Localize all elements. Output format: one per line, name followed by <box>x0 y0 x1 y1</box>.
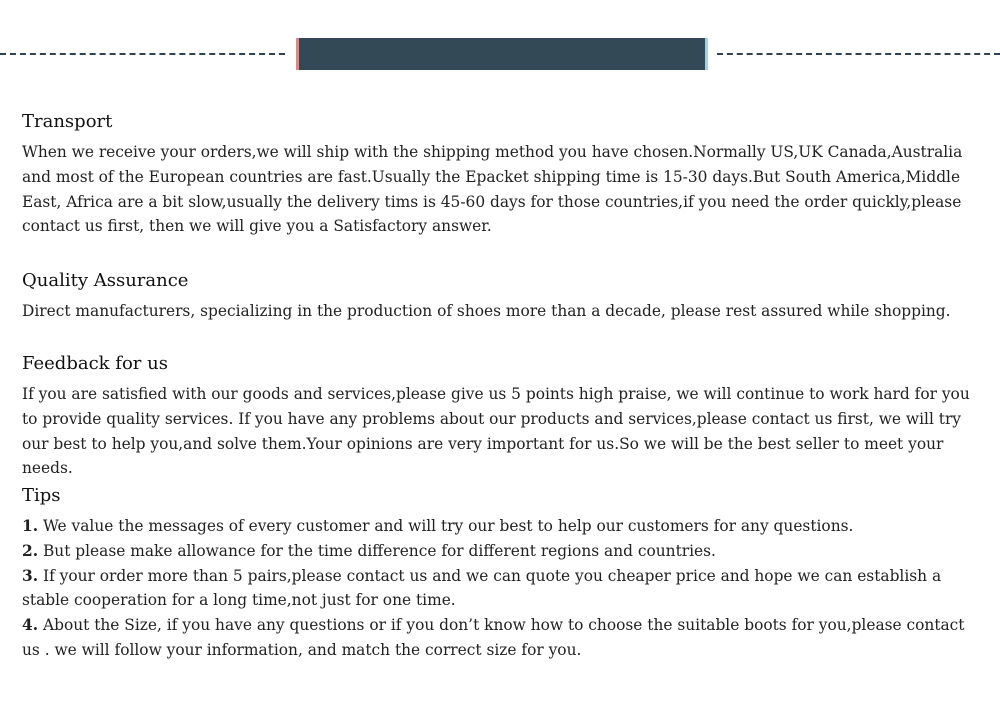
left-dashed-divider <box>0 53 285 55</box>
transport-heading: Transport <box>22 111 113 132</box>
quality-heading: Quality Assurance <box>22 270 189 291</box>
feedback-heading: Feedback for us <box>22 353 168 374</box>
quality-section <box>22 269 982 324</box>
title-bar <box>296 38 708 70</box>
tip-number: 4. <box>22 616 39 635</box>
tip-text: About the Size, if you have any questions or if you don’t know how to choose the suitable boots for you,please contact us . we will follow your information, and match the correct size for you. <box>22 616 965 659</box>
tip-text: We value the messages of every customer and will try our best to help our customers for any questions. <box>42 517 854 535</box>
tip-number: 2. <box>22 541 39 560</box>
feedback-body: If you are satisfied with our goods and services,please give us 5 points high praise, we will continue to work hard for you to provide quality services. If you have any problems about our products and services,please contact us first, we will try our best to help you,and solve them.Your opinions are very important for us.So we will be the best seller to meet your needs. <box>22 385 970 478</box>
tip-text: But please make allowance for the time difference for different regions and countries. <box>42 541 716 560</box>
transport-body: When we receive your orders,we will ship with the shipping method you have chosen.Normally US,UK Canada,Australia and most of the European countries are fast.Usually the Epacket shipping time is 15-30 days.But South America,Middle East, Africa are a bit slow,usually the delivery tims is 45-60 days for those countries,if you need the order quickly,please contact us first, then we will give you a Satisfactory answer. <box>22 143 963 236</box>
tip-item <box>22 539 982 564</box>
tip-item <box>22 514 982 539</box>
transport-section <box>22 110 982 239</box>
tips-heading: Tips <box>22 485 61 506</box>
tip-number: 1. <box>22 517 39 535</box>
right-dashed-divider <box>717 53 1000 55</box>
tip-item <box>22 564 982 614</box>
tip-item <box>22 613 982 663</box>
tips-section <box>22 484 982 663</box>
tip-text: If your order more than 5 pairs,please contact us and we can quote you cheaper price and hope we can establish a stable cooperation for a long time,not just for one time. <box>22 566 942 610</box>
quality-body: Direct manufacturers, specializing in the production of shoes more than a decade, please rest assured while shopping. <box>22 302 951 320</box>
feedback-section <box>22 352 982 481</box>
header-band <box>0 38 1000 70</box>
tip-number: 3. <box>22 566 39 585</box>
